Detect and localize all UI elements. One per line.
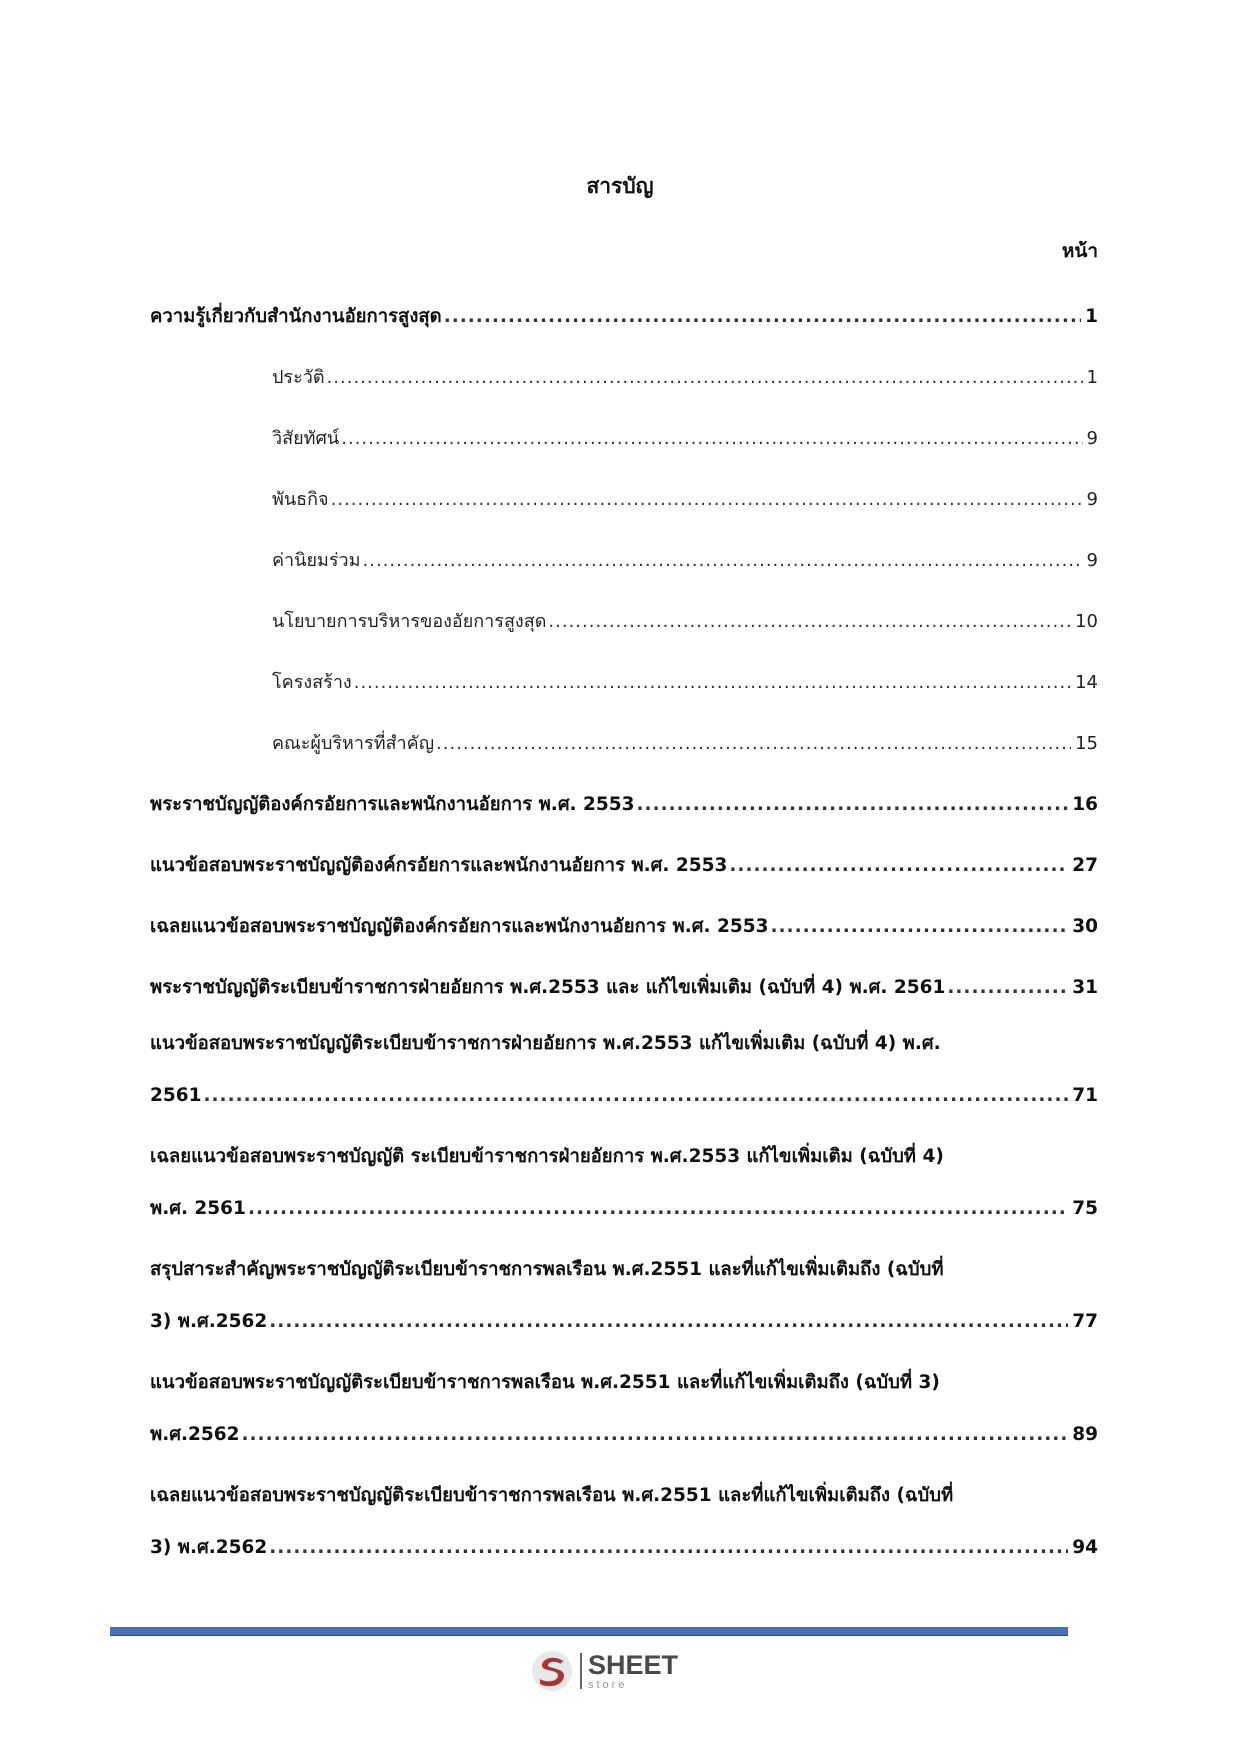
toc-entry-page: 30 <box>1072 916 1098 937</box>
toc-entry-page: 9 <box>1086 428 1098 449</box>
toc-entry[interactable] <box>150 896 1098 957</box>
footer-rule <box>110 1627 1068 1636</box>
toc-entry[interactable] <box>150 1244 1098 1348</box>
dot-leader <box>729 835 1068 896</box>
toc-entry-line1: สรุปสาระสำคัญพระราชบัญญัติระเบียบข้าราชการพลเรือน พ.ศ.2551 และที่แก้ไขเพิ่มเติมถึง (ฉบับที่ <box>150 1259 944 1280</box>
toc-entry-page: 9 <box>1086 489 1098 510</box>
toc-entry-page: 77 <box>1072 1311 1098 1332</box>
toc-entry-text: 3) พ.ศ.2562 <box>150 1537 268 1558</box>
toc-entry-text: พ.ศ. 2561 <box>150 1198 246 1219</box>
dot-leader <box>241 1409 1068 1461</box>
logo-subtext: store <box>588 1678 628 1691</box>
toc-entry-text: พ.ศ.2562 <box>150 1424 240 1445</box>
logo-wordmark: SHEET <box>588 1649 679 1680</box>
toc-entry-page: 9 <box>1086 550 1098 571</box>
toc-subentry[interactable] <box>150 591 1098 652</box>
dot-leader <box>327 347 1083 408</box>
dot-leader <box>354 652 1071 713</box>
toc-entry-page: 1 <box>1085 306 1098 327</box>
toc-subentry[interactable] <box>150 408 1098 469</box>
dot-leader <box>444 286 1081 347</box>
dot-leader <box>947 957 1068 1018</box>
toc-entry-text: พระราชบัญญัติระเบียบข้าราชการฝ่ายอัยการ พ.ศ.2553 และ แก้ไขเพิ่มเติม (ฉบับที่ 4) พ.ศ. 2561 <box>150 977 946 998</box>
toc-entry[interactable] <box>150 957 1098 1018</box>
toc-entry-text: ค่านิยมร่วม <box>272 550 361 571</box>
toc-entry-text: คณะผู้บริหารที่สำคัญ <box>272 733 435 754</box>
logo-divider <box>580 1653 582 1689</box>
toc-subentry[interactable] <box>150 713 1098 774</box>
toc-subentry[interactable] <box>150 347 1098 408</box>
toc-entry-page: 16 <box>1072 794 1098 815</box>
dot-leader <box>341 408 1082 469</box>
toc-entry[interactable] <box>150 286 1098 347</box>
toc-entry-line1: เฉลยแนวข้อสอบพระราชบัญญัติ ระเบียบข้าราชการฝ่ายอัยการ พ.ศ.2553 แก้ไขเพิ่มเติม (ฉบับที่ 4) <box>150 1146 944 1167</box>
dot-leader <box>436 713 1071 774</box>
toc-subentry[interactable] <box>150 530 1098 591</box>
toc-entry-line1: แนวข้อสอบพระราชบัญญัติระเบียบข้าราชการฝ่ายอัยการ พ.ศ.2553 แก้ไขเพิ่มเติม (ฉบับที่ 4) พ.ศ. <box>150 1033 941 1054</box>
toc-title: สารบัญ <box>586 174 654 198</box>
toc-entry-page: 1 <box>1086 367 1098 388</box>
toc-entry-page: 27 <box>1072 855 1098 876</box>
toc-entry-page: 75 <box>1072 1198 1098 1219</box>
toc-entry-text: โครงสร้าง <box>272 672 352 693</box>
page-column-label: หน้า <box>1061 240 1098 262</box>
toc-entry-text: ประวัติ <box>272 367 325 388</box>
toc-entry[interactable] <box>150 835 1098 896</box>
toc-entry-page: 31 <box>1072 977 1098 998</box>
toc-entry-page: 14 <box>1075 672 1098 693</box>
toc-entry-page: 10 <box>1075 611 1098 632</box>
toc-entry-text: 3) พ.ศ.2562 <box>150 1311 268 1332</box>
dot-leader <box>248 1183 1068 1235</box>
dot-leader <box>548 591 1071 652</box>
dot-leader <box>637 774 1069 835</box>
toc-subentry[interactable] <box>150 652 1098 713</box>
table-of-contents <box>150 286 1098 1574</box>
dot-leader <box>269 1296 1068 1348</box>
dot-leader <box>363 530 1083 591</box>
dot-leader <box>331 469 1083 530</box>
toc-entry[interactable] <box>150 1018 1098 1122</box>
toc-entry-text: วิสัยทัศน์ <box>272 428 340 449</box>
toc-entry-page: 94 <box>1072 1537 1098 1558</box>
toc-entry-text: ความรู้เกี่ยวกับสำนักงานอัยการสูงสุด <box>150 306 442 327</box>
toc-entry-page: 89 <box>1072 1424 1098 1445</box>
sheet-store-logo <box>530 1649 678 1693</box>
toc-entry[interactable] <box>150 1357 1098 1461</box>
toc-entry-text: พันธกิจ <box>272 489 329 510</box>
toc-entry-text: แนวข้อสอบพระราชบัญญัติองค์กรอัยการและพนักงานอัยการ พ.ศ. 2553 <box>150 855 728 876</box>
dot-leader <box>204 1070 1069 1122</box>
toc-entry-text: พระราชบัญญัติองค์กรอัยการและพนักงานอัยการ พ.ศ. 2553 <box>150 794 635 815</box>
dot-leader <box>269 1522 1068 1574</box>
dot-leader <box>770 896 1068 957</box>
toc-entry[interactable] <box>150 1131 1098 1235</box>
toc-entry-page: 15 <box>1075 733 1098 754</box>
toc-entry-text: นโยบายการบริหารของอัยการสูงสุด <box>272 611 547 632</box>
toc-entry-line1: แนวข้อสอบพระราชบัญญัติระเบียบข้าราชการพลเรือน พ.ศ.2551 และที่แก้ไขเพิ่มเติมถึง (ฉบับที่ 3) <box>150 1372 940 1393</box>
sheet-s-logo-icon <box>530 1649 574 1693</box>
toc-entry-text: เฉลยแนวข้อสอบพระราชบัญญัติองค์กรอัยการและพนักงานอัยการ พ.ศ. 2553 <box>150 916 769 937</box>
toc-entry-text: 2561 <box>150 1085 202 1106</box>
toc-entry[interactable] <box>150 1470 1098 1574</box>
toc-entry-page: 71 <box>1072 1085 1098 1106</box>
toc-subentry[interactable] <box>150 469 1098 530</box>
toc-entry[interactable] <box>150 774 1098 835</box>
toc-entry-line1: เฉลยแนวข้อสอบพระราชบัญญัติระเบียบข้าราชการพลเรือน พ.ศ.2551 และที่แก้ไขเพิ่มเติมถึง (ฉบับที่ <box>150 1485 954 1506</box>
